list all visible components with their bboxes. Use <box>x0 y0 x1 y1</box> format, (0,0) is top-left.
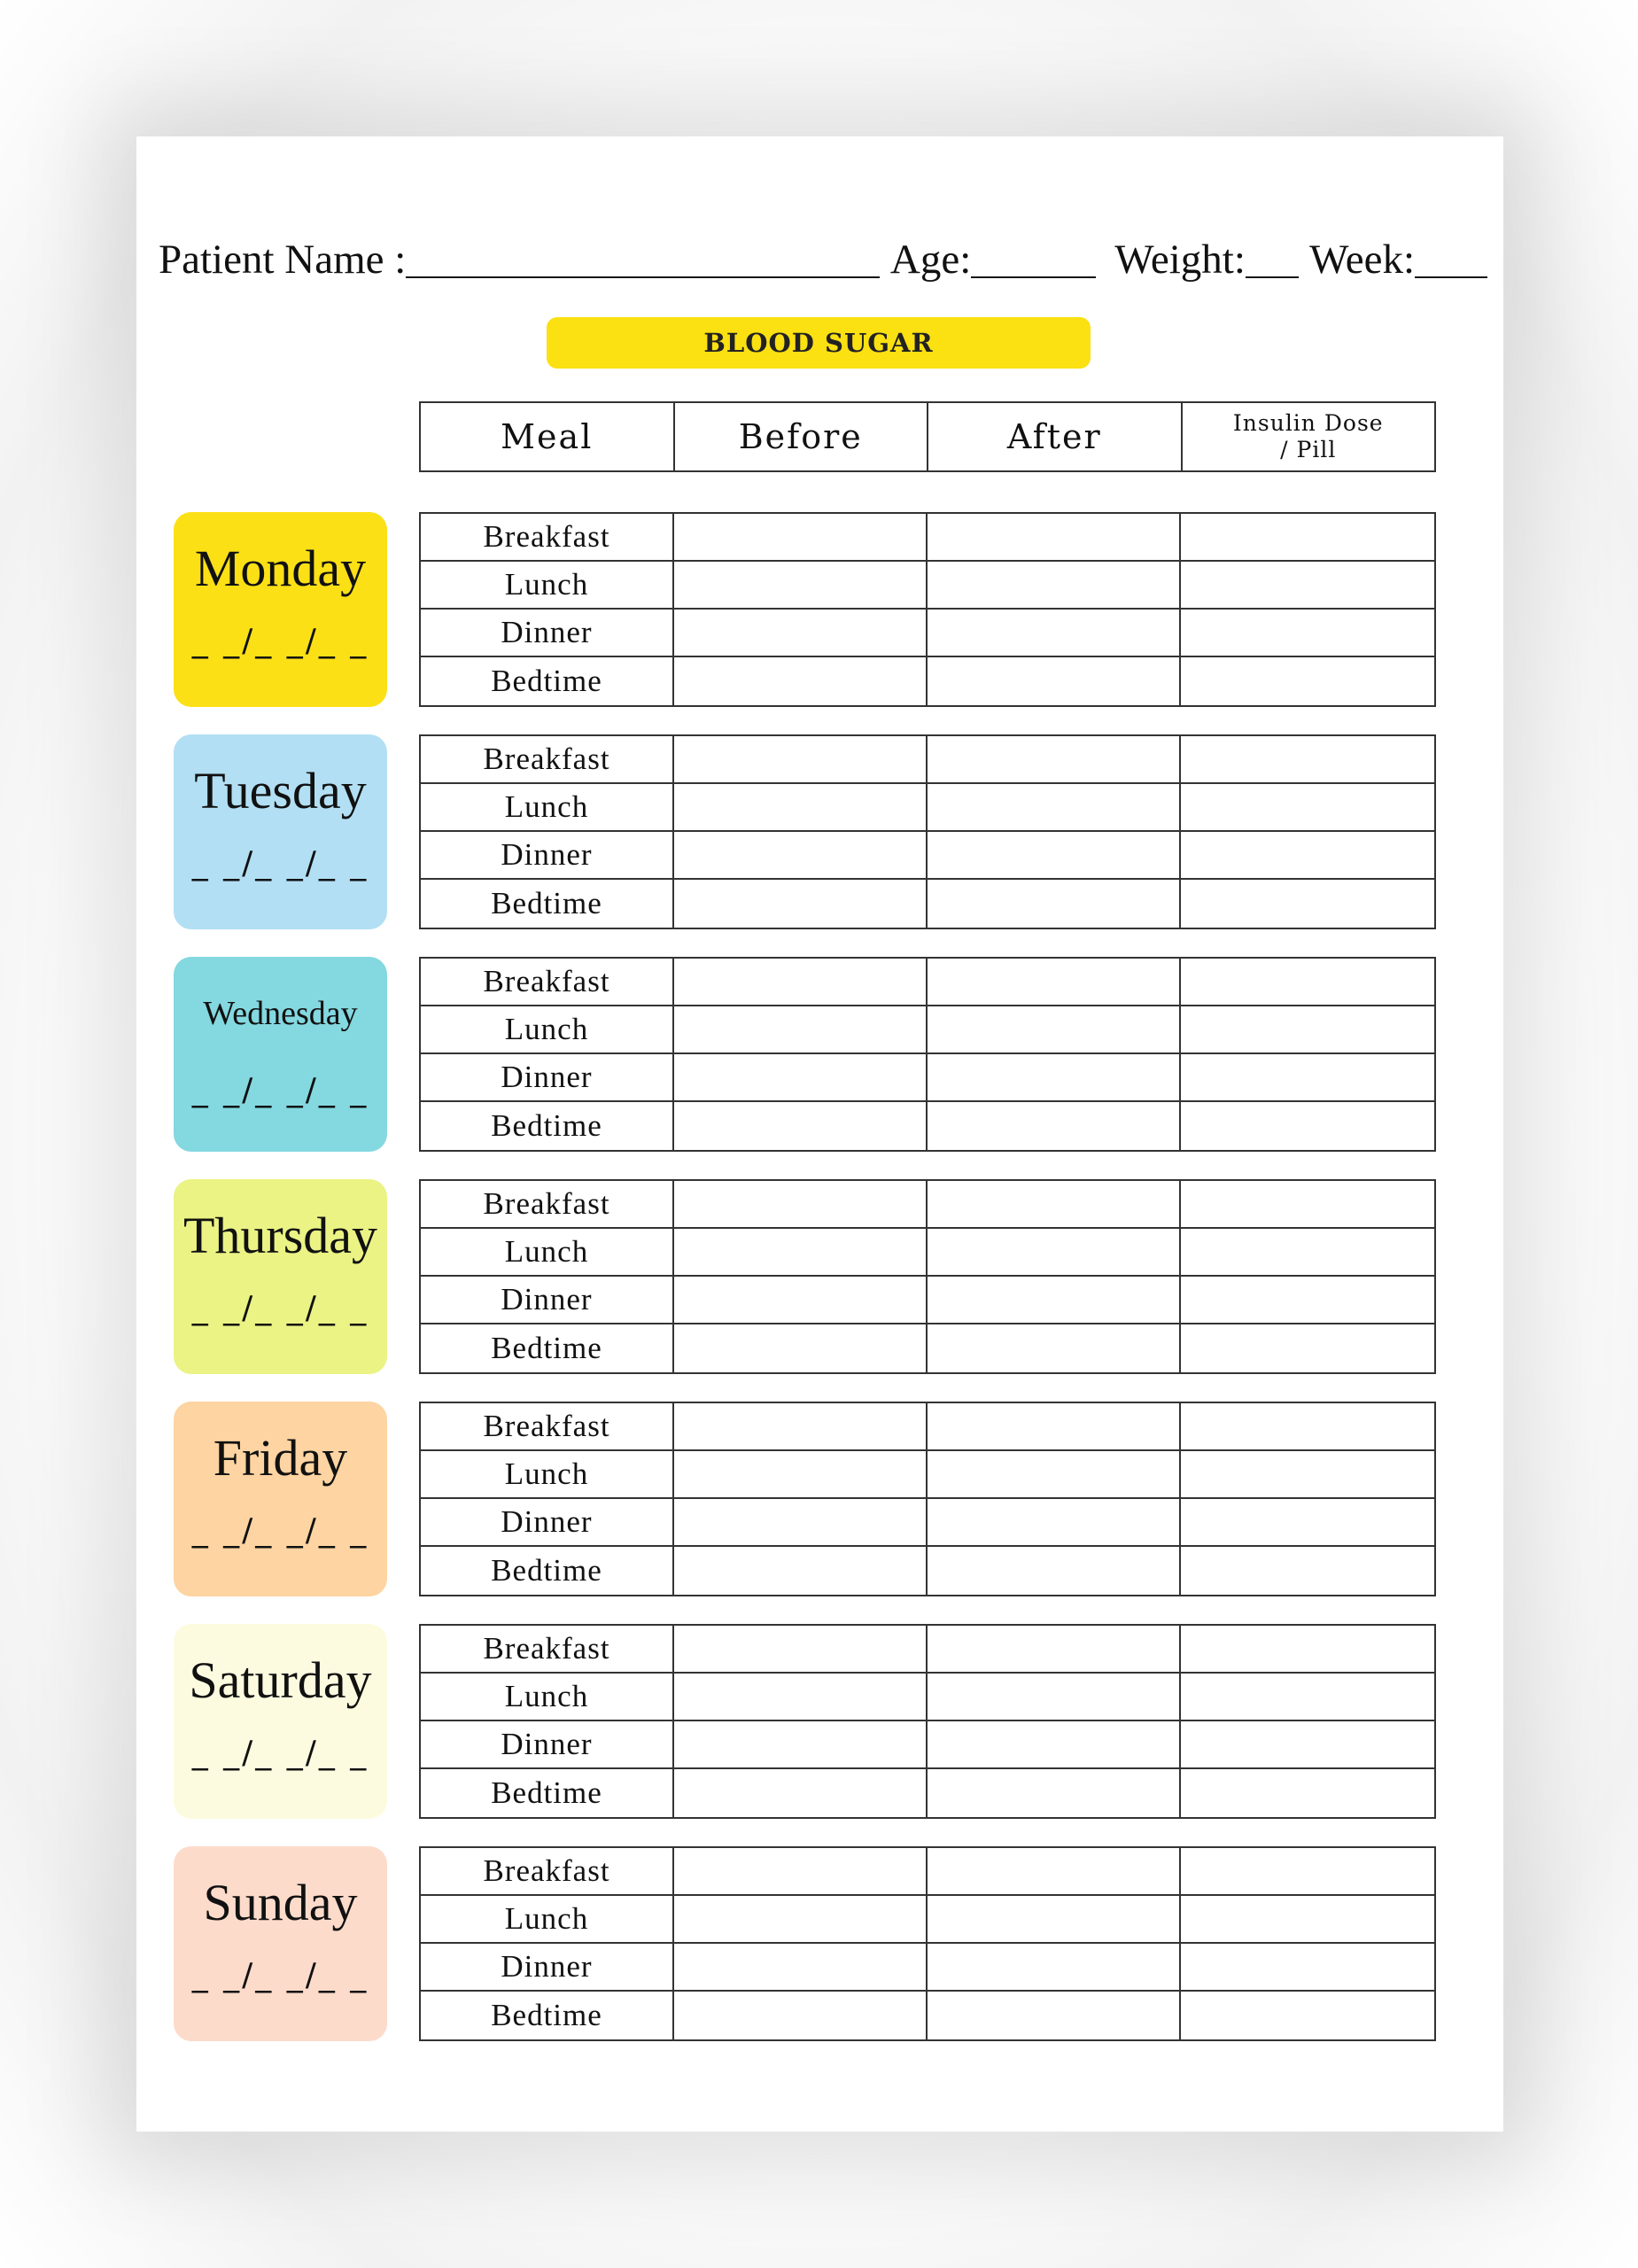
before-entry-cell[interactable] <box>674 880 928 928</box>
meal-label: Dinner <box>421 1944 674 1992</box>
week-label: Week: <box>1309 237 1416 283</box>
after-entry-cell[interactable] <box>928 1769 1181 1817</box>
meal-table-thursday <box>419 1179 1436 1374</box>
meal-label: Bedtime <box>421 1102 674 1150</box>
after-entry-cell[interactable] <box>928 1102 1181 1150</box>
insulin-entry-cell[interactable] <box>1181 1324 1434 1372</box>
week-field[interactable] <box>1415 234 1487 278</box>
after-entry-cell[interactable] <box>928 736 1181 784</box>
meal-label: Bedtime <box>421 1769 674 1817</box>
meal-label: Breakfast <box>421 736 674 784</box>
before-entry-cell[interactable] <box>674 1499 928 1547</box>
day-date-field[interactable]: _ _/_ _/_ _ <box>191 1512 369 1549</box>
before-entry-cell[interactable] <box>674 832 928 880</box>
before-entry-cell[interactable] <box>674 959 928 1006</box>
after-entry-cell[interactable] <box>928 832 1181 880</box>
insulin-entry-cell[interactable] <box>1181 1992 1434 2039</box>
insulin-entry-cell[interactable] <box>1181 1547 1434 1595</box>
before-entry-cell[interactable] <box>674 1626 928 1674</box>
before-entry-cell[interactable] <box>674 1848 928 1896</box>
after-entry-cell[interactable] <box>928 959 1181 1006</box>
patient-name-field[interactable] <box>406 234 880 278</box>
meal-label: Lunch <box>421 784 674 832</box>
day-card-sunday <box>174 1846 387 2041</box>
meal-label: Breakfast <box>421 1181 674 1229</box>
before-entry-cell[interactable] <box>674 736 928 784</box>
insulin-column-header <box>1183 403 1435 470</box>
meal-label: Dinner <box>421 1054 674 1102</box>
day-card-wednesday <box>174 957 387 1152</box>
meal-table-tuesday <box>419 734 1436 929</box>
day-card-monday <box>174 512 387 707</box>
meal-label: Dinner <box>421 832 674 880</box>
before-entry-cell[interactable] <box>674 1277 928 1324</box>
age-field[interactable] <box>971 234 1096 278</box>
after-entry-cell[interactable] <box>928 1992 1181 2039</box>
age-label: Age: <box>889 237 972 283</box>
before-entry-cell[interactable] <box>674 1054 928 1102</box>
day-date-field[interactable]: _ _/_ _/_ _ <box>191 845 369 882</box>
insulin-header-line1: Insulin Dose <box>1232 410 1384 436</box>
insulin-entry-cell[interactable] <box>1181 657 1434 705</box>
meal-table-sunday <box>419 1846 1436 2041</box>
day-card-saturday <box>174 1624 387 1819</box>
before-entry-cell[interactable] <box>674 1674 928 1721</box>
insulin-entry-cell[interactable] <box>1181 1721 1434 1769</box>
day-date-field[interactable]: _ _/_ _/_ _ <box>191 623 369 659</box>
meal-label: Lunch <box>421 1896 674 1944</box>
insulin-entry-cell[interactable] <box>1181 1102 1434 1150</box>
after-entry-cell[interactable] <box>928 1403 1181 1451</box>
after-entry-cell[interactable] <box>928 1451 1181 1499</box>
meal-label: Dinner <box>421 610 674 657</box>
after-entry-cell[interactable] <box>928 1181 1181 1229</box>
insulin-entry-cell[interactable] <box>1181 880 1434 928</box>
after-entry-cell[interactable] <box>928 657 1181 705</box>
insulin-entry-cell[interactable] <box>1181 736 1434 784</box>
meal-label: Bedtime <box>421 1324 674 1372</box>
meal-label: Lunch <box>421 1674 674 1721</box>
after-entry-cell[interactable] <box>928 1944 1181 1992</box>
before-entry-cell[interactable] <box>674 1896 928 1944</box>
day-name: Tuesday <box>194 762 367 819</box>
after-entry-cell[interactable] <box>928 1674 1181 1721</box>
before-entry-cell[interactable] <box>674 657 928 705</box>
after-entry-cell[interactable] <box>928 1547 1181 1595</box>
day-name: Saturday <box>189 1651 372 1709</box>
insulin-entry-cell[interactable] <box>1181 1229 1434 1277</box>
insulin-entry-cell[interactable] <box>1181 514 1434 562</box>
after-entry-cell[interactable] <box>928 1499 1181 1547</box>
meal-table-monday <box>419 512 1436 707</box>
insulin-entry-cell[interactable] <box>1181 1896 1434 1944</box>
meal-label: Breakfast <box>421 1848 674 1896</box>
insulin-entry-cell[interactable] <box>1181 1848 1434 1896</box>
day-name: Wednesday <box>203 995 358 1032</box>
before-entry-cell[interactable] <box>674 562 928 610</box>
insulin-entry-cell[interactable] <box>1181 1499 1434 1547</box>
before-entry-cell[interactable] <box>674 1102 928 1150</box>
meal-label: Bedtime <box>421 657 674 705</box>
meal-table-wednesday <box>419 957 1436 1152</box>
after-entry-cell[interactable] <box>928 1896 1181 1944</box>
before-entry-cell[interactable] <box>674 1992 928 2039</box>
before-entry-cell[interactable] <box>674 1451 928 1499</box>
insulin-entry-cell[interactable] <box>1181 1769 1434 1817</box>
day-card-tuesday <box>174 734 387 929</box>
before-entry-cell[interactable] <box>674 610 928 657</box>
patient-info-line <box>159 221 1487 284</box>
insulin-entry-cell[interactable] <box>1181 1054 1434 1102</box>
insulin-entry-cell[interactable] <box>1181 610 1434 657</box>
meal-label: Breakfast <box>421 1626 674 1674</box>
day-card-thursday <box>174 1179 387 1374</box>
after-entry-cell[interactable] <box>928 562 1181 610</box>
meal-label: Bedtime <box>421 1992 674 2039</box>
meal-label: Breakfast <box>421 1403 674 1451</box>
meal-label: Breakfast <box>421 959 674 1006</box>
column-header-row <box>419 401 1436 472</box>
after-entry-cell[interactable] <box>928 1848 1181 1896</box>
insulin-entry-cell[interactable] <box>1181 784 1434 832</box>
before-entry-cell[interactable] <box>674 514 928 562</box>
meal-label: Dinner <box>421 1499 674 1547</box>
insulin-entry-cell[interactable] <box>1181 959 1434 1006</box>
day-name: Sunday <box>203 1874 358 1931</box>
insulin-entry-cell[interactable] <box>1181 832 1434 880</box>
meal-label: Bedtime <box>421 880 674 928</box>
after-entry-cell[interactable] <box>928 1324 1181 1372</box>
insulin-entry-cell[interactable] <box>1181 1181 1434 1229</box>
insulin-entry-cell[interactable] <box>1181 562 1434 610</box>
insulin-entry-cell[interactable] <box>1181 1277 1434 1324</box>
blood-sugar-title: BLOOD SUGAR <box>547 317 1091 369</box>
after-entry-cell[interactable] <box>928 1229 1181 1277</box>
meal-table-friday <box>419 1402 1436 1596</box>
meal-label: Dinner <box>421 1721 674 1769</box>
meal-label: Lunch <box>421 562 674 610</box>
insulin-entry-cell[interactable] <box>1181 1403 1434 1451</box>
before-entry-cell[interactable] <box>674 1769 928 1817</box>
insulin-entry-cell[interactable] <box>1181 1674 1434 1721</box>
before-column-header: Before <box>675 403 929 470</box>
after-entry-cell[interactable] <box>928 1054 1181 1102</box>
meal-table-saturday <box>419 1624 1436 1819</box>
meal-label: Lunch <box>421 1451 674 1499</box>
insulin-entry-cell[interactable] <box>1181 1006 1434 1054</box>
weight-label: Weight: <box>1114 237 1246 283</box>
after-entry-cell[interactable] <box>928 514 1181 562</box>
day-date-field[interactable]: _ _/_ _/_ _ <box>191 1957 369 1993</box>
before-entry-cell[interactable] <box>674 1006 928 1054</box>
meal-label: Lunch <box>421 1229 674 1277</box>
before-entry-cell[interactable] <box>674 1403 928 1451</box>
meal-label: Breakfast <box>421 514 674 562</box>
after-entry-cell[interactable] <box>928 1721 1181 1769</box>
day-name: Friday <box>213 1429 348 1487</box>
after-entry-cell[interactable] <box>928 880 1181 928</box>
patient-name-label: Patient Name : <box>159 237 407 283</box>
weight-field[interactable] <box>1246 234 1300 278</box>
after-entry-cell[interactable] <box>928 1006 1181 1054</box>
day-name: Thursday <box>182 1207 378 1264</box>
before-entry-cell[interactable] <box>674 1721 928 1769</box>
after-entry-cell[interactable] <box>928 610 1181 657</box>
day-date-field[interactable]: _ _/_ _/_ _ <box>191 1735 369 1771</box>
insulin-header-line2: / Pill <box>1280 437 1337 462</box>
day-date-field[interactable]: _ _/_ _/_ _ <box>191 1072 369 1108</box>
after-entry-cell[interactable] <box>928 1277 1181 1324</box>
after-entry-cell[interactable] <box>928 1626 1181 1674</box>
insulin-entry-cell[interactable] <box>1181 1944 1434 1992</box>
before-entry-cell[interactable] <box>674 1181 928 1229</box>
day-card-friday <box>174 1402 387 1596</box>
after-entry-cell[interactable] <box>928 784 1181 832</box>
after-column-header: After <box>928 403 1183 470</box>
insulin-entry-cell[interactable] <box>1181 1451 1434 1499</box>
meal-label: Bedtime <box>421 1547 674 1595</box>
before-entry-cell[interactable] <box>674 1324 928 1372</box>
day-date-field[interactable]: _ _/_ _/_ _ <box>191 1290 369 1326</box>
before-entry-cell[interactable] <box>674 784 928 832</box>
before-entry-cell[interactable] <box>674 1944 928 1992</box>
insulin-entry-cell[interactable] <box>1181 1626 1434 1674</box>
before-entry-cell[interactable] <box>674 1547 928 1595</box>
meal-column-header: Meal <box>421 403 675 470</box>
meal-label: Dinner <box>421 1277 674 1324</box>
before-entry-cell[interactable] <box>674 1229 928 1277</box>
day-name: Monday <box>194 540 367 597</box>
meal-label: Lunch <box>421 1006 674 1054</box>
